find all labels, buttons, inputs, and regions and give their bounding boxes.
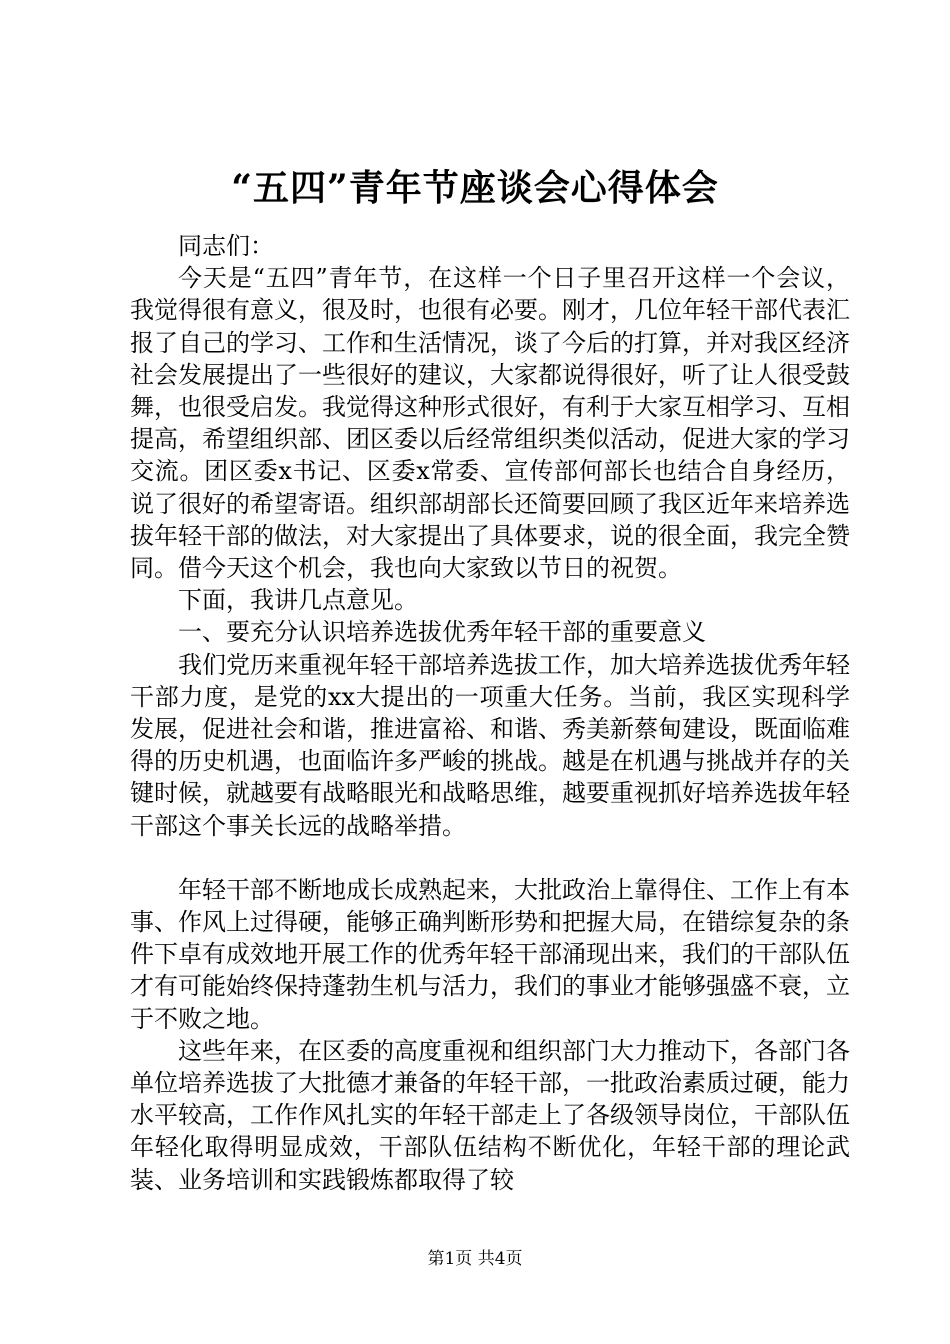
- paragraph: 年轻干部不断地成长成熟起来，大批政治上靠得住、工作上有本事、作风上过得硬，能够正确判断形势和把握大局，在错综复杂的条件下卓有成效地开展工作的优秀年轻干部涌现出来，我们的干部队伍才有可能始终保持蓬勃生机与活力，我们的事业才能够强盛不衰，立于不败之地。: [130, 875, 850, 1033]
- page-number-footer: 第1页 共4页: [427, 1249, 523, 1269]
- paragraph: 这些年来，在区委的高度重视和组织部门大力推动下，各部门各单位培养选拔了大批德才兼备的年轻干部，一批政治素质过硬，能力水平较高，工作作风扎实的年轻干部走上了各级领导岗位，干部队伍年轻化取得明显成效，干部队伍结构不断优化，年轻干部的理论武装、业务培训和实践锻炼都取得了较: [130, 1036, 850, 1194]
- paragraph: 下面，我讲几点意见。: [178, 586, 418, 615]
- paragraph: 我们党历来重视年轻干部培养选拔工作，加大培养选拔优秀年轻干部力度，是党的xx大提出的一项重大任务。当前，我区实现科学发展，促进社会和谐，推进富裕、和谐、秀美新蔡甸建设，既面临难得的历史机遇，也面临许多严峻的挑战。越是在机遇与挑战并存的关键时候，就越要有战略眼光和战略思维，越要重视抓好培养选拔年轻干部这个事关长远的战略举措。: [130, 650, 850, 840]
- document-body: [130, 230, 850, 1196]
- paragraph: 今天是“五四”青年节，在这样一个日子里召开这样一个会议，我觉得很有意义，很及时，也很有必要。刚才，几位年轻干部代表汇报了自己的学习、工作和生活情况，谈了今后的打算，并对我区经济社会发展提出了一些很好的建议，大家都说得很好，听了让人很受鼓舞，也很受启发。我觉得这种形式很好，有利于大家互相学习、互相提高，希望组织部、团区委以后经常组织类似活动，促进大家的学习交流。团区委x书记、区委x常委、宣传部何部长也结合自身经历，说了很好的希望寄语。组织部胡部长还简要回顾了我区近年来培养选拔年轻干部的做法，对大家提出了具体要求，说的很全面，我完全赞同。借今天这个机会，我也向大家致以节日的祝贺。: [130, 264, 850, 583]
- section-heading: 一、要充分认识培养选拔优秀年轻干部的重要意义: [178, 618, 706, 647]
- document-title: “五四”青年节座谈会心得体会: [231, 167, 719, 209]
- salutation: 同志们：: [178, 232, 274, 260]
